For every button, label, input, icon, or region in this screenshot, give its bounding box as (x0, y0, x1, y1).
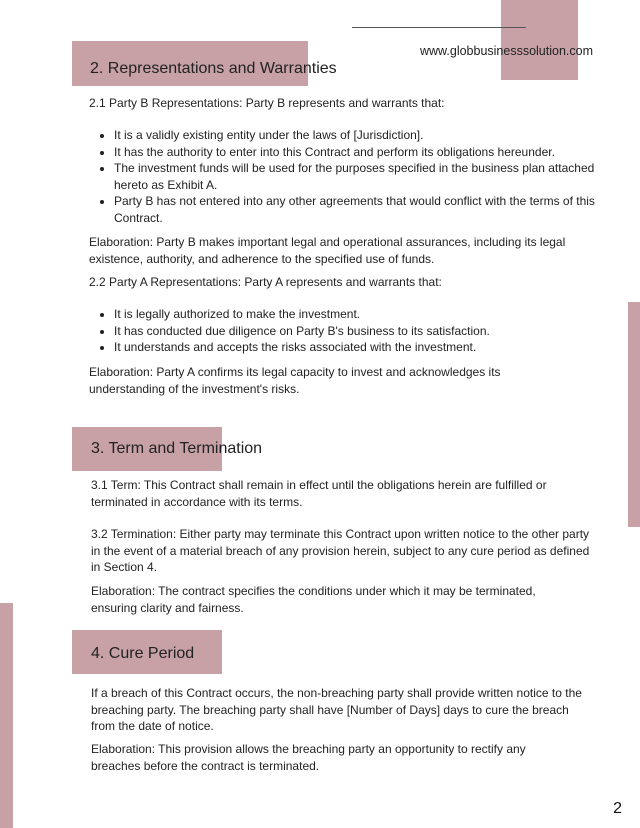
list-item: • The investment funds will be used for the purposes specified in the business plan attached hereto as Exhibit A. (114, 160, 614, 193)
page-number: 2 (613, 800, 622, 817)
section-3-title: 3. Term and Termination (91, 440, 263, 457)
header-rule (352, 27, 526, 28)
termination-clause: 3.2 Termination: Either party may terminate this Contract upon written notice to the other party in the event of a material breach of any provision herein, subject to any cure period as defined in Section 4. (91, 527, 590, 574)
section-4-title: 4. Cure Period (91, 645, 195, 662)
cure-elaboration: Elaboration: This provision allows the breaching party an opportunity to rectify any breaches before the contract is terminated. (91, 742, 526, 773)
party-a-intro: 2.2 Party A Representations: Party A represents and warrants that: (89, 275, 442, 289)
party-b-list (89, 127, 614, 226)
list-item: • It is legally authorized to make the investment. (114, 306, 614, 323)
list-item: • Party B has not entered into any other agreements that would conflict with the terms of this Contract. (114, 193, 614, 226)
term-elaboration: Elaboration: The contract specifies the conditions under which it may be terminated, ensuring clarity and fairness. (91, 584, 536, 615)
header-accent-block (501, 0, 578, 80)
party-b-elaboration: Elaboration: Party B makes important legal and operational assurances, including its legal existence, authority, and adherence to the specified use of funds. (89, 235, 566, 266)
website-url[interactable]: www.globbusinesssolution.com (420, 44, 594, 58)
list-item: • It understands and accepts the risks associated with the investment. (114, 339, 614, 356)
party-b-intro: 2.1 Party B Representations: Party B represents and warrants that: (89, 96, 445, 110)
left-edge-bar (0, 603, 13, 828)
list-item: • It has the authority to enter into this Contract and perform its obligations hereunder. (114, 144, 614, 161)
section-2-title: 2. Representations and Warranties (90, 60, 337, 77)
list-item: • It has conducted due diligence on Party B's business to its satisfaction. (114, 323, 614, 340)
party-a-list (89, 306, 614, 356)
list-item: • It is a validly existing entity under the laws of [Jurisdiction]. (114, 127, 614, 144)
party-a-elaboration: Elaboration: Party A confirms its legal capacity to invest and acknowledges its understanding of the investment's risks. (89, 365, 501, 396)
cure-clause: If a breach of this Contract occurs, the non-breaching party shall provide written notice to the breaching party. The breaching party shall have [Number of Days] days to cure the breach from the date of notice. (91, 686, 582, 733)
right-edge-bar (628, 302, 640, 527)
term-clause: 3.1 Term: This Contract shall remain in effect until the obligations herein are fulfilled or terminated in accordance with its terms. (91, 478, 547, 509)
